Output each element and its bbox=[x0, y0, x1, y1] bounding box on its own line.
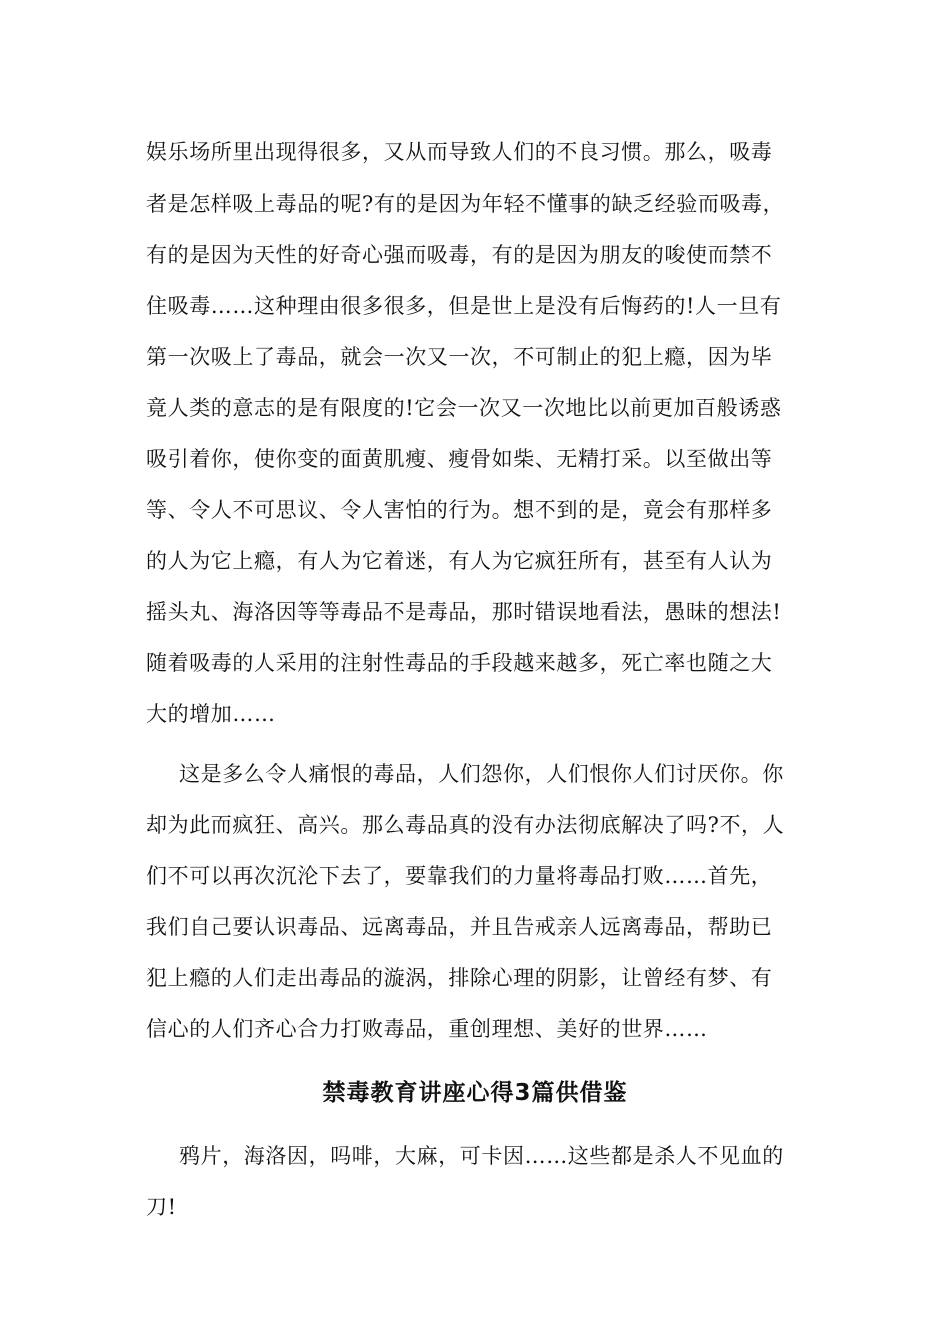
paragraph-line: 的人为它上瘾，有人为它着迷，有人为它疯狂所有，甚至有人认为 bbox=[146, 549, 773, 573]
paragraph-line: 吸引着你，使你变的面黄肌瘦、瘦骨如柴、无精打采。以至做出等 bbox=[146, 447, 773, 471]
paragraph-line: 住吸毒……这种理由很多很多，但是世上是没有后悔药的!人一旦有 bbox=[146, 294, 782, 318]
paragraph-line: 随着吸毒的人采用的注射性毒品的手段越来越多，死亡率也随之大 bbox=[146, 651, 773, 675]
section-title: 禁毒教育讲座心得3篇供借鉴 bbox=[322, 1080, 628, 1106]
paragraph-line: 第一次吸上了毒品，就会一次又一次，不可制止的犯上瘾，因为毕 bbox=[146, 345, 773, 369]
paragraph-line: 刀! bbox=[146, 1195, 177, 1219]
paragraph-line: 犯上瘾的人们走出毒品的漩涡，排除心理的阴影，让曾经有梦、有 bbox=[146, 966, 773, 990]
paragraph-line: 却为此而疯狂、高兴。那么毒品真的没有办法彻底解决了吗?不，人 bbox=[146, 813, 785, 837]
paragraph-line: 大的增加…… bbox=[146, 702, 276, 726]
paragraph-line: 摇头丸、海洛因等等毒品不是毒品，那时错误地看法，愚昧的想法! bbox=[146, 600, 782, 624]
paragraph-line: 鸦片，海洛因，吗啡，大麻，可卡因……这些都是杀人不见血的 bbox=[179, 1144, 784, 1168]
paragraph-line: 有的是因为天性的好奇心强而吸毒，有的是因为朋友的唆使而禁不 bbox=[146, 243, 773, 267]
paragraph-line: 等、令人不可思议、令人害怕的行为。想不到的是，竟会有那样多 bbox=[146, 498, 773, 522]
paragraph-line: 者是怎样吸上毒品的呢?有的是因为年轻不懂事的缺乏经验而吸毒， bbox=[146, 192, 785, 216]
paragraph-line: 这是多么令人痛恨的毒品，人们怨你，人们恨你人们讨厌你。你 bbox=[179, 762, 784, 786]
paragraph-line: 们不可以再次沉沦下去了，要靠我们的力量将毒品打败……首先， bbox=[146, 864, 773, 888]
paragraph-line: 竟人类的意志的是有限度的!它会一次又一次地比以前更加百般诱惑 bbox=[146, 396, 782, 420]
paragraph-line: 娱乐场所里出现得很多，又从而导致人们的不良习惯。那么，吸毒 bbox=[146, 140, 773, 164]
paragraph-line: 我们自己要认识毒品、远离毒品，并且告戒亲人远离毒品，帮助已 bbox=[146, 915, 773, 939]
paragraph-line: 信心的人们齐心合力打败毒品，重创理想、美好的世界…… bbox=[146, 1017, 708, 1041]
